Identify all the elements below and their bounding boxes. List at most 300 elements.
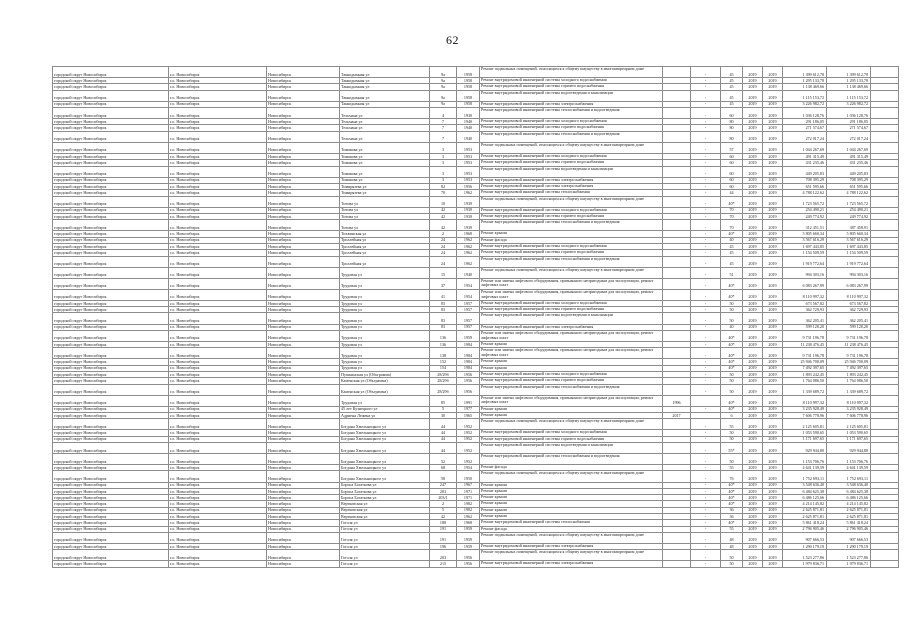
plan-year-start-cell: 2019 [743, 220, 763, 231]
plan-year-start-cell: 2019 [743, 419, 763, 430]
municipality-cell: городской округ Новосибирск [53, 465, 169, 471]
wear-percent-cell: 51 [721, 267, 743, 278]
plan-year-end-cell: 2019 [763, 550, 783, 561]
note-cell: - [691, 231, 721, 237]
note-cell: - [691, 289, 721, 300]
cost-cell: 1 893 242,45 [783, 371, 827, 377]
wear-percent-cell: 50 [721, 561, 743, 567]
locality-cell: Новосибирск [267, 307, 340, 313]
cost-total-cell: 1 153 706,76 [827, 454, 871, 465]
table-row [53, 384, 899, 395]
street-cell: 45 лет Кузнецкого ул [340, 406, 430, 412]
cost-cell: 291 186,05 [783, 119, 827, 125]
plan-year-start-cell: 2019 [743, 119, 763, 125]
cost-cell: 1 153 706,76 [783, 454, 827, 465]
work-type-cell: Ремонт внутридомовой инженерной системы горячего водоснабжения [480, 307, 663, 313]
municipality-cell: городской округ Новосибирск [53, 507, 169, 513]
build-year-cell: 1939 [457, 213, 480, 219]
cost-cell: 651 595,66 [783, 183, 827, 189]
settlement-cell: г.о. Новосибирск [169, 488, 267, 494]
note-cell: - [691, 520, 721, 526]
municipality-cell: городской округ Новосибирск [53, 482, 169, 488]
plan-year-end-cell: 2019 [763, 313, 783, 324]
cost-total-cell: 249 774,92 [827, 213, 871, 219]
build-year-cell: 1968 [457, 231, 480, 237]
street-cell: Гоголя ул [340, 550, 430, 561]
plan-year-end-cell: 2019 [763, 495, 783, 501]
plan-year-end-cell: 2019 [763, 183, 783, 189]
settlement-cell: г.о. Новосибирск [169, 90, 267, 101]
house-number-cell: 5 [430, 507, 457, 513]
street-cell: Гоголя ул [340, 520, 430, 526]
cost-total-cell: 673 567,82 [827, 300, 871, 306]
work-type-cell: Ремонт внутридомовой инженерной системы холодного водоснабжения [480, 300, 663, 306]
note-cell: - [691, 220, 721, 231]
cost-total-cell: 1 919 772,64 [827, 256, 871, 267]
note-cell: - [691, 108, 721, 119]
work-type-cell: Ремонт или замена лифтового оборудования, признанного непригодным для эксплуатации, ремонт лифтовых шахт [480, 348, 663, 359]
note-cell: - [691, 78, 721, 84]
work-type-cell: Ремонт внутридомовой инженерной системы теплоснабжения [480, 190, 663, 196]
settlement-cell: г.о. Новосибирск [169, 465, 267, 471]
cost-cell: 249 774,92 [783, 213, 827, 219]
house-number-cell: 191 [430, 526, 457, 532]
cost-total-cell: 1 115 153,72 [827, 90, 871, 101]
plan-year-end-cell: 2019 [763, 413, 783, 419]
cost-cell: 6 083 267,99 [783, 278, 827, 289]
cost-cell: 2 625 871,81 [783, 514, 827, 520]
work-type-cell: Ремонт фасада [480, 526, 663, 532]
locality-cell: Новосибирск [267, 84, 340, 90]
plan-year-start-cell: 2019 [743, 237, 763, 243]
locality-cell: Новосибирск [267, 561, 340, 567]
empty-cell [871, 131, 899, 142]
build-year-cell: 1954 [457, 465, 480, 471]
build-year-cell: 1959 [457, 526, 480, 532]
note-cell: - [691, 190, 721, 196]
house-number-cell: 42 [430, 213, 457, 219]
municipality-cell: городской округ Новосибирск [53, 207, 169, 213]
street-cell: Трудовая ул [340, 278, 430, 289]
plan-year-start-cell: 2019 [743, 101, 763, 107]
plan-year-end-cell: 2019 [763, 256, 783, 267]
house-number-cell: 247 [430, 482, 457, 488]
plan-year-end-cell: 2019 [763, 101, 783, 107]
wear-percent-cell: 50 [721, 454, 743, 465]
work-type-cell: Ремонт подвальных помещений, относящихся к общему имуществу в многоквартирном доме [480, 419, 663, 430]
last-repair-year-cell [663, 108, 691, 119]
street-cell: Танкодымная ул [340, 84, 430, 90]
work-type-cell: Ремонт внутридомовой инженерной системы электроснабжения [480, 177, 663, 183]
municipality-cell: городской округ Новосибирск [53, 90, 169, 101]
street-cell: Троллейная ул [340, 237, 430, 243]
municipality-cell: городской округ Новосибирск [53, 430, 169, 436]
note-cell: - [691, 119, 721, 125]
house-number-cell: 188 [430, 520, 457, 526]
house-number-cell: 3 [430, 166, 457, 177]
house-number-cell: 7 [430, 131, 457, 142]
settlement-cell: г.о. Новосибирск [169, 125, 267, 131]
cost-cell: 491 315,49 [783, 153, 827, 159]
cost-total-cell: 4 788 122,62 [827, 190, 871, 196]
note-cell: - [691, 153, 721, 159]
empty-cell [871, 443, 899, 454]
work-type-cell: Ремонт внутридомовой инженерной системы холодного водоснабжения [480, 243, 663, 249]
settlement-cell: г.о. Новосибирск [169, 520, 267, 526]
plan-year-end-cell: 2019 [763, 190, 783, 196]
note-cell [691, 395, 721, 406]
empty-cell [871, 256, 899, 267]
plan-year-start-cell: 2019 [743, 231, 763, 237]
settlement-cell: г.о. Новосибирск [169, 153, 267, 159]
house-number-cell: 3 [430, 177, 457, 183]
house-number-cell: 37 [430, 278, 457, 289]
last-repair-year-cell [663, 330, 691, 341]
build-year-cell: 1958 [457, 84, 480, 90]
house-number-cell: 7 [430, 119, 457, 125]
municipality-cell: городской округ Новосибирск [53, 220, 169, 231]
plan-year-end-cell: 2019 [763, 514, 783, 520]
build-year-cell: 1952 [457, 454, 480, 465]
empty-cell [871, 142, 899, 153]
plan-year-start-cell: 2019 [743, 278, 763, 289]
locality-cell: Новосибирск [267, 371, 340, 377]
table-row [53, 256, 899, 267]
settlement-cell: г.о. Новосибирск [169, 131, 267, 142]
cost-total-cell: 708 395,29 [827, 177, 871, 183]
municipality-cell: городской округ Новосибирск [53, 313, 169, 324]
build-year-cell: 1959 [457, 544, 480, 550]
plan-year-end-cell: 2019 [763, 384, 783, 395]
plan-year-end-cell: 2019 [763, 84, 783, 90]
work-type-cell: Ремонт внутридомовой инженерной системы водоотведения и канализации [480, 166, 663, 177]
cost-cell: 3 235 928,49 [783, 406, 827, 412]
note-cell: - [691, 183, 721, 189]
locality-cell: Новосибирск [267, 395, 340, 406]
wear-percent-cell: 48 [721, 544, 743, 550]
plan-year-end-cell: 2019 [763, 430, 783, 436]
cost-total-cell: 1 893 242,45 [827, 371, 871, 377]
empty-cell [871, 313, 899, 324]
plan-year-start-cell: 2019 [743, 196, 763, 207]
plan-year-end-cell: 2019 [763, 90, 783, 101]
plan-year-end-cell: 2019 [763, 196, 783, 207]
table-row [53, 419, 899, 430]
street-cell: Титова ул [340, 213, 430, 219]
cost-cell: 1 171 697,65 [783, 436, 827, 442]
locality-cell: Новосибирск [267, 190, 340, 196]
street-cell: Бориса Богаткова ул [340, 482, 430, 488]
plan-year-end-cell: 2019 [763, 142, 783, 153]
cost-total-cell: 291 186,05 [827, 119, 871, 125]
plan-year-start-cell: 2019 [743, 454, 763, 465]
cost-cell: 9 731 196,78 [783, 330, 827, 341]
note-cell: - [691, 101, 721, 107]
house-number-cell: 215 [430, 561, 457, 567]
plan-year-start-cell: 2019 [743, 67, 763, 78]
settlement-cell: г.о. Новосибирск [169, 544, 267, 550]
build-year-cell: 1984 [457, 341, 480, 347]
cost-cell: 1 339 689,72 [783, 384, 827, 395]
plan-year-end-cell: 2019 [763, 278, 783, 289]
build-year-cell: 1965 [457, 413, 480, 419]
street-cell: Пушкинская ул (Обьграмма) [340, 371, 430, 377]
wear-percent-cell: 70 [721, 220, 743, 231]
cost-cell: 3 567 616,29 [783, 237, 827, 243]
work-type-cell: Ремонт крыши [480, 501, 663, 507]
locality-cell: Новосибирск [267, 256, 340, 267]
street-cell: Трудовая ул [340, 289, 430, 300]
cost-cell: 1 752 693,11 [783, 471, 827, 482]
last-repair-year-cell: 2017 [663, 413, 691, 419]
municipality-cell: городской округ Новосибирск [53, 501, 169, 507]
wear-percent-cell: 60 [721, 153, 743, 159]
municipality-cell: городской округ Новосибирск [53, 406, 169, 412]
municipality-cell: городской округ Новосибирск [53, 67, 169, 78]
table-row [53, 131, 899, 142]
work-type-cell: Ремонт внутридомовой инженерной системы электроснабжения [480, 544, 663, 550]
cost-cell: 1 036 128,76 [783, 108, 827, 119]
note-cell: - [691, 436, 721, 442]
plan-year-end-cell: 2019 [763, 561, 783, 567]
plan-year-end-cell: 2019 [763, 532, 783, 543]
plan-year-start-cell: 2019 [743, 359, 763, 365]
house-number-cell: 203/1 [430, 495, 457, 501]
house-number-cell: 196 [430, 544, 457, 550]
plan-year-start-cell: 2019 [743, 90, 763, 101]
settlement-cell: г.о. Новосибирск [169, 183, 267, 189]
build-year-cell: 1956 [457, 550, 480, 561]
wear-percent-cell: 40* [721, 348, 743, 359]
wear-percent-cell: 80 [721, 119, 743, 125]
plan-year-end-cell: 2019 [763, 507, 783, 513]
house-number-cell: 24 [430, 250, 457, 256]
cost-cell: 1 053 590,65 [783, 430, 827, 436]
page-number: 62 [446, 33, 459, 47]
settlement-cell: г.о. Новосибирск [169, 395, 267, 406]
settlement-cell: г.о. Новосибирск [169, 256, 267, 267]
work-type-cell: Ремонт подвальных помещений, относящихся к общему имуществу в многоквартирном доме [480, 196, 663, 207]
settlement-cell: г.о. Новосибирск [169, 108, 267, 119]
street-cell: Трудовая ул [340, 324, 430, 330]
house-number-cell: 83 [430, 313, 457, 324]
wear-percent-cell: 40* [721, 495, 743, 501]
last-repair-year-cell [663, 166, 691, 177]
cost-total-cell: 1 339 689,72 [827, 384, 871, 395]
plan-year-start-cell: 2019 [743, 514, 763, 520]
cost-cell: 449 205,83 [783, 166, 827, 177]
wear-percent-cell: 55 [721, 465, 743, 471]
work-type-cell: Ремонт фасада [480, 237, 663, 243]
cost-cell: 1 044 267,69 [783, 142, 827, 153]
plan-year-start-cell: 2019 [743, 365, 763, 371]
wear-percent-cell: 50 [721, 313, 743, 324]
plan-year-start-cell: 2019 [743, 544, 763, 550]
street-cell: Титова ул [340, 207, 430, 213]
house-number-cell: 58 [430, 471, 457, 482]
settlement-cell: г.о. Новосибирск [169, 289, 267, 300]
municipality-cell: городской округ Новосибирск [53, 365, 169, 371]
cost-total-cell: 2 625 871,81 [827, 507, 871, 513]
settlement-cell: г.о. Новосибирск [169, 514, 267, 520]
last-repair-year-cell [663, 454, 691, 465]
municipality-cell: городской округ Новосибирск [53, 443, 169, 454]
empty-cell [871, 330, 899, 341]
plan-year-end-cell: 2019 [763, 78, 783, 84]
street-cell: Тимакова ул [340, 153, 430, 159]
settlement-cell: г.о. Новосибирск [169, 378, 267, 384]
plan-year-start-cell: 2019 [743, 495, 763, 501]
plan-year-end-cell: 2019 [763, 419, 783, 430]
work-type-cell: Ремонт крыши [480, 514, 663, 520]
street-cell: Богдана Хмельницкого ул [340, 419, 430, 430]
street-cell: Гоголя ул [340, 544, 430, 550]
plan-year-end-cell: 2019 [763, 443, 783, 454]
street-cell: Трудовая ул [340, 330, 430, 341]
street-cell: Трудовая ул [340, 300, 430, 306]
municipality-cell: городской округ Новосибирск [53, 471, 169, 482]
settlement-cell: г.о. Новосибирск [169, 313, 267, 324]
last-repair-year-cell [663, 196, 691, 207]
work-type-cell: Ремонт внутридомовой инженерной системы горячего водоснабжения [480, 436, 663, 442]
build-year-cell: 1953 [457, 142, 480, 153]
build-year-cell: 1956 [457, 183, 480, 189]
house-number-cell: 136 [430, 330, 457, 341]
municipality-cell: городской округ Новосибирск [53, 250, 169, 256]
locality-cell: Новосибирск [267, 166, 340, 177]
house-number-cell: 83 [430, 307, 457, 313]
plan-year-end-cell: 2019 [763, 359, 783, 365]
work-type-cell: Ремонт крыши [480, 488, 663, 494]
build-year-cell: 1984 [457, 359, 480, 365]
municipality-cell: городской округ Новосибирск [53, 454, 169, 465]
house-number-cell: 28/29б [430, 384, 457, 395]
plan-year-start-cell: 2019 [743, 532, 763, 543]
municipality-cell: городской округ Новосибирск [53, 341, 169, 347]
street-cell: Трудовая ул [340, 348, 430, 359]
work-type-cell: Ремонт внутридомовой инженерной системы теплоснабжения и водоотведения [480, 256, 663, 267]
last-repair-year-cell [663, 561, 691, 567]
note-cell: - [691, 454, 721, 465]
street-cell: Тимакова ул [340, 142, 430, 153]
table-row [53, 289, 899, 300]
cost-total-cell: 1 764 086,50 [827, 378, 871, 384]
cost-total-cell: 2 796 905,46 [827, 526, 871, 532]
municipality-cell: городской округ Новосибирск [53, 78, 169, 84]
cost-cell: 7 492 397,65 [783, 365, 827, 371]
cost-total-cell: 8 110 997,32 [827, 395, 871, 406]
table-row [53, 67, 899, 78]
plan-year-start-cell: 2019 [743, 550, 763, 561]
cost-total-cell: 3 567 616,29 [827, 237, 871, 243]
wear-percent-cell: 70 [721, 207, 743, 213]
empty-cell [871, 289, 899, 300]
plan-year-end-cell: 2019 [763, 220, 783, 231]
plan-year-end-cell: 2019 [763, 365, 783, 371]
wear-percent-cell: 76 [721, 471, 743, 482]
build-year-cell: 1940 [457, 131, 480, 142]
work-type-cell: Ремонт внутридомовой инженерной системы теплоснабжения и водоотведения [480, 384, 663, 395]
last-repair-year-cell [663, 313, 691, 324]
wear-percent-cell: 55* [721, 443, 743, 454]
plan-year-end-cell: 2019 [763, 153, 783, 159]
wear-percent-cell: 40* [721, 231, 743, 237]
house-number-cell: 44 [430, 430, 457, 436]
municipality-cell: городской округ Новосибирск [53, 256, 169, 267]
cost-total-cell: 9 731 196,78 [827, 348, 871, 359]
municipality-cell: городской округ Новосибирск [53, 231, 169, 237]
street-cell: Тимакова ул [340, 160, 430, 166]
plan-year-end-cell: 2019 [763, 160, 783, 166]
street-cell: Трудовая ул [340, 313, 430, 324]
cost-cell: 271 574,67 [783, 125, 827, 131]
build-year-cell: 1940 [457, 119, 480, 125]
cost-cell: 1 697 443,85 [783, 243, 827, 249]
note-cell: - [691, 131, 721, 142]
settlement-cell: г.о. Новосибирск [169, 243, 267, 249]
note-cell: - [691, 313, 721, 324]
note-cell: - [691, 550, 721, 561]
plan-year-start-cell: 2019 [743, 250, 763, 256]
street-cell: Трудовая ул [340, 359, 430, 365]
wear-percent-cell: 40* [721, 359, 743, 365]
municipality-cell: городской округ Новосибирск [53, 495, 169, 501]
municipality-cell: городской округ Новосибирск [53, 300, 169, 306]
note-cell: - [691, 213, 721, 219]
cost-total-cell: 651 595,66 [827, 183, 871, 189]
plan-year-start-cell: 2019 [743, 330, 763, 341]
note-cell: - [691, 371, 721, 377]
work-type-cell: Ремонт внутридомовой инженерной системы холодного водоснабжения [480, 371, 663, 377]
settlement-cell: г.о. Новосибирск [169, 250, 267, 256]
plan-year-start-cell: 2019 [743, 125, 763, 131]
plan-year-end-cell: 2019 [763, 454, 783, 465]
municipality-cell: городской округ Новосибирск [53, 436, 169, 442]
settlement-cell: г.о. Новосибирск [169, 196, 267, 207]
plan-year-start-cell: 2019 [743, 406, 763, 412]
build-year-cell: 1958 [457, 67, 480, 78]
table-row [53, 348, 899, 359]
municipality-cell: городской округ Новосибирск [53, 532, 169, 543]
municipality-cell: городской округ Новосибирск [53, 177, 169, 183]
cost-cell: 4 214 145,82 [783, 501, 827, 507]
wear-percent-cell: 40* [721, 501, 743, 507]
municipality-cell: городской округ Новосибирск [53, 359, 169, 365]
last-repair-year-cell [663, 67, 691, 78]
municipality-cell: городской округ Новосибирск [53, 520, 169, 526]
house-number-cell: 9а [430, 78, 457, 84]
cost-cell: 362 205,41 [783, 313, 827, 324]
street-cell: Троллейная ул [340, 250, 430, 256]
settlement-cell: г.о. Новосибирск [169, 526, 267, 532]
plan-year-end-cell: 2019 [763, 125, 783, 131]
wear-percent-cell: 60 [721, 166, 743, 177]
house-number-cell: 7 [430, 125, 457, 131]
build-year-cell: 1962 [457, 514, 480, 520]
build-year-cell: 1954 [457, 278, 480, 289]
wear-percent-cell: 60 [721, 108, 743, 119]
plan-year-end-cell: 2019 [763, 213, 783, 219]
work-type-cell: Ремонт или замена лифтового оборудования, признанного непригодным для эксплуатации, ремонт лифтовых шахт [480, 289, 663, 300]
build-year-cell: 1977 [457, 406, 480, 412]
plan-year-start-cell: 2019 [743, 243, 763, 249]
plan-year-start-cell: 2019 [743, 488, 763, 494]
plan-year-start-cell: 2019 [743, 307, 763, 313]
house-number-cell: 4 [430, 108, 457, 119]
table-row [53, 395, 899, 406]
table-row [53, 142, 899, 153]
street-cell: Трудовая ул [340, 267, 430, 278]
